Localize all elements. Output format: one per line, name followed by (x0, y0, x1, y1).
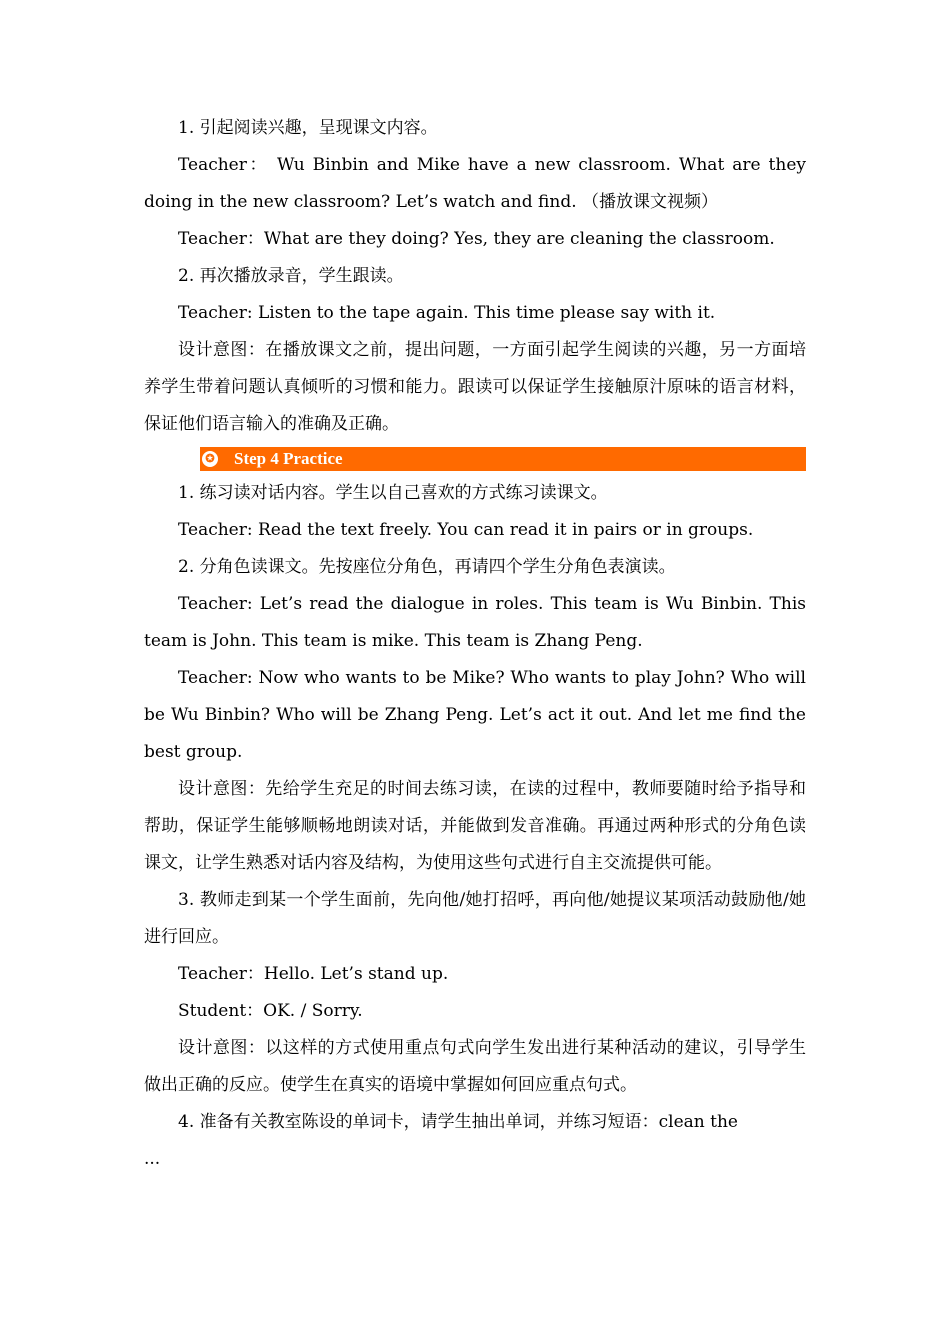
paragraph-13: 3. 教师走到某一个学生面前，先向他/她打招呼，再向他/她提议某项活动鼓励他/她进行回应。 (144, 890, 806, 947)
paragraph-9: 2. 分角色读课文。先按座位分角色，再请四个学生分角色表演读。 (178, 557, 676, 577)
paragraph-8: Teacher: Read the text freely. You can read it in pairs or in groups. (178, 520, 754, 540)
paragraph-11: Teacher: Now who wants to be Mike? Who wants to play John? Who will be Wu Binbin? Who will be Zhang Peng. Let’s act it out. And let me find the best group. (144, 668, 806, 762)
paragraph-5: Teacher: Listen to the tape again. This time please say with it. (178, 303, 716, 323)
document-body (144, 110, 806, 1178)
step-title: Step 4 Practice (234, 449, 343, 468)
paragraph-2: Teacher： Wu Binbin and Mike have a new classroom. What are they doing in the new classroom? Let’s watch and find. （播放课文视频） (144, 155, 806, 212)
design-intent-1: 设计意图：在播放课文之前，提出问题，一方面引起学生阅读的兴趣，另一方面培养学生带着问题认真倾听的习惯和能力。跟读可以保证学生接触原汁原味的语言材料，保证他们语言输入的准确及正确。 (144, 340, 806, 434)
step-4-heading (200, 447, 806, 471)
star-circle-icon: ✪ (202, 451, 218, 467)
paragraph-7: 1. 练习读对话内容。学生以自己喜欢的方式练习读课文。 (178, 483, 608, 503)
paragraph-10: Teacher: Let’s read the dialogue in roles. This team is Wu Binbin. This team is John. This team is mike. This team is Zhang Peng. (144, 594, 806, 651)
paragraph-1: 1. 引起阅读兴趣，呈现课文内容。 (178, 118, 438, 138)
paragraph-17: 4. 准备有关教室陈设的单词卡，请学生抽出单词，并练习短语：clean the (178, 1112, 738, 1132)
paragraph-4: 2. 再次播放录音，学生跟读。 (178, 266, 404, 286)
paragraph-15: Student：OK. / Sorry. (178, 1001, 363, 1021)
paragraph-3: Teacher：What are they doing? Yes, they are cleaning the classroom. (178, 229, 775, 249)
ellipsis: ... (144, 1149, 161, 1169)
design-intent-2: 设计意图：先给学生充足的时间去练习读，在读的过程中，教师要随时给予指导和帮助，保证学生能够顺畅地朗读对话，并能做到发音准确。再通过两种形式的分角色读课文，让学生熟悉对话内容及结构，为使用这些句式进行自主交流提供可能。 (144, 779, 806, 873)
paragraph-14: Teacher：Hello. Let’s stand up. (178, 964, 449, 984)
design-intent-3: 设计意图：以这样的方式使用重点句式向学生发出进行某种活动的建议，引导学生做出正确的反应。使学生在真实的语境中掌握如何回应重点句式。 (144, 1038, 806, 1095)
